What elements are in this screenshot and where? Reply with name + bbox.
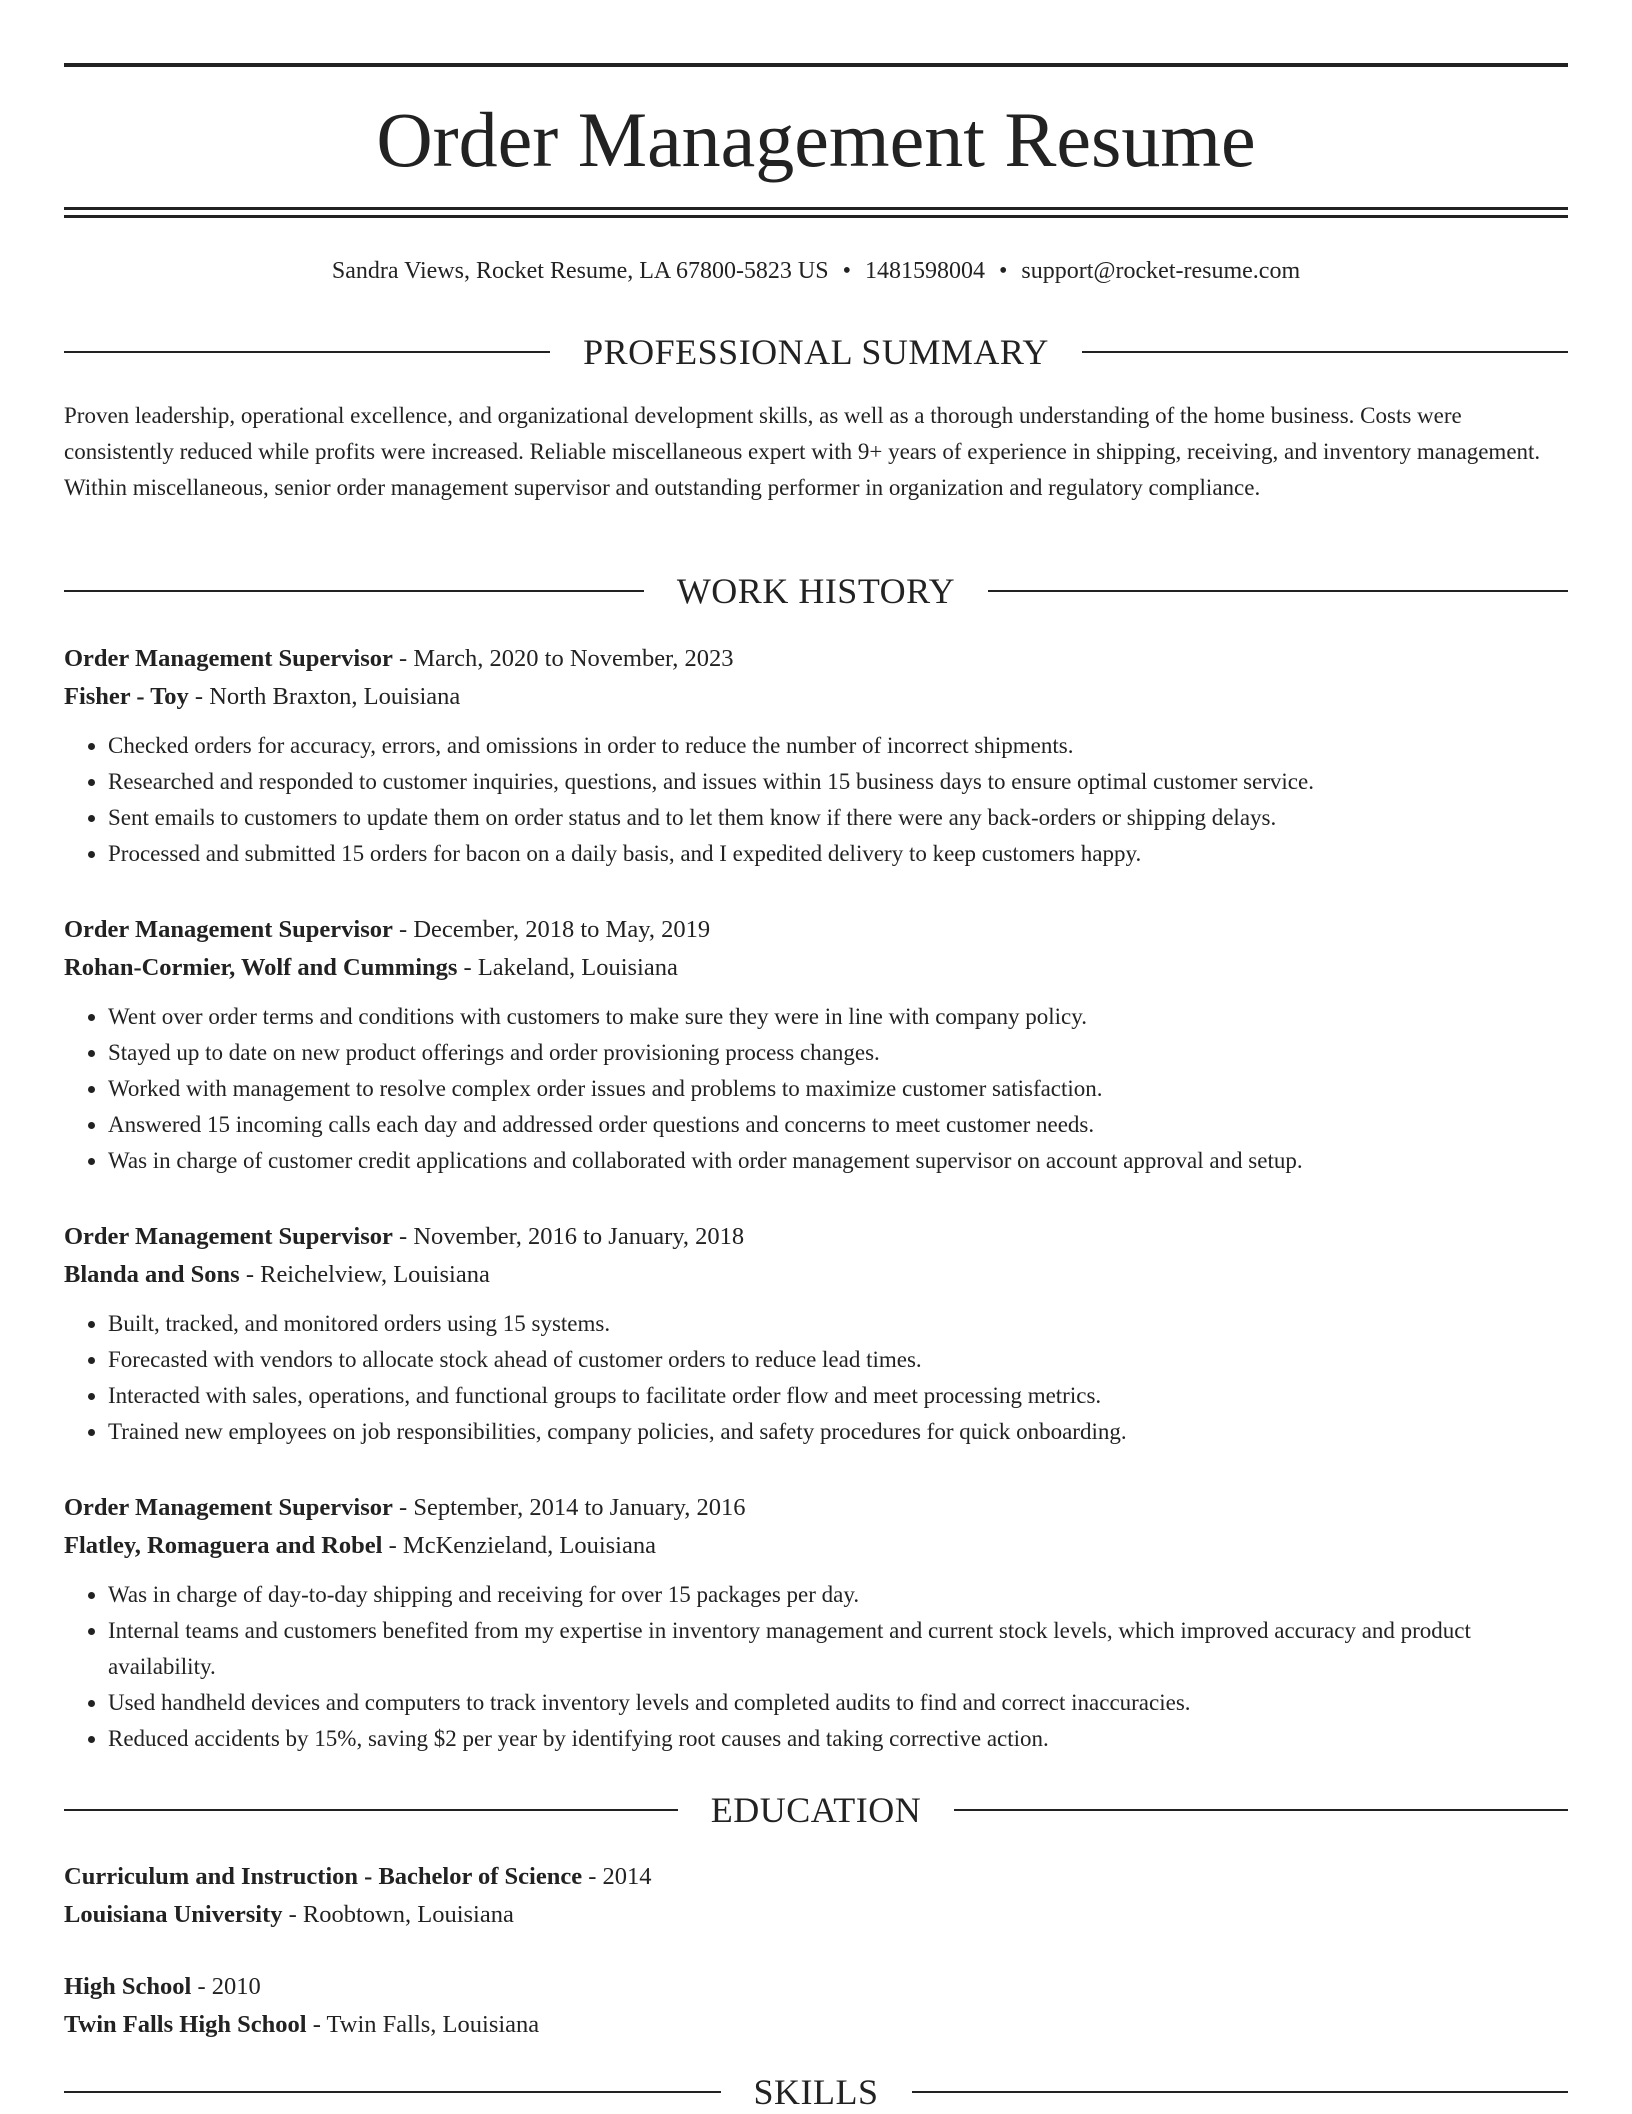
job-company: Flatley, Romaguera and Robel — [64, 1532, 383, 1559]
education-school: Twin Falls High School — [64, 2011, 307, 2038]
job-bullets — [64, 1306, 1568, 1450]
heading-rule — [64, 590, 644, 592]
job-entry — [64, 1218, 1568, 1450]
contact-phone: 1481598004 — [865, 258, 986, 284]
section-heading-summary — [64, 330, 1568, 374]
education-degree-line — [64, 1968, 1568, 2006]
heading-rule — [1082, 351, 1568, 353]
job-bullet: • Answered 15 incoming calls each day and addressed order questions and concerns to meet customer needs. — [108, 1107, 1568, 1143]
education-degree-line — [64, 1858, 1568, 1896]
job-bullet: • Processed and submitted 15 orders for bacon on a daily basis, and I expedited delivery to keep customers happy. — [108, 836, 1568, 872]
job-title-line — [64, 1218, 1568, 1256]
job-bullets — [64, 728, 1568, 872]
education-degree: Curriculum and Instruction - Bachelor of Science — [64, 1863, 583, 1890]
education-year: - 2014 — [582, 1863, 652, 1890]
job-entry — [64, 640, 1568, 872]
section-heading-skills — [64, 2070, 1568, 2114]
section-heading-work — [64, 569, 1568, 613]
job-company: Blanda and Sons — [64, 1261, 240, 1288]
heading-rule — [64, 351, 550, 353]
contact-separator: • — [842, 258, 852, 284]
job-bullet: • Researched and responded to customer inquiries, questions, and issues within 15 business days to ensure optimal customer service. — [108, 764, 1568, 800]
job-location: - North Braxton, Louisiana — [188, 683, 461, 710]
heading-rule — [912, 2091, 1569, 2093]
job-bullet: • Forecasted with vendors to allocate stock ahead of customer orders to reduce lead times. — [108, 1342, 1568, 1378]
heading-rule — [64, 1809, 678, 1811]
job-bullet: • Internal teams and customers benefited from my expertise in inventory management and current stock levels, which improved accuracy and product availability. — [108, 1613, 1568, 1685]
section-heading-education — [64, 1788, 1568, 1832]
job-bullet: • Was in charge of customer credit applications and collaborated with order management supervisor on account approval and setup. — [108, 1143, 1568, 1179]
job-company: Fisher - Toy — [64, 683, 189, 710]
job-dates: - March, 2020 to November, 2023 — [392, 645, 734, 672]
job-title: Order Management Supervisor — [64, 645, 393, 672]
job-bullet: • Stayed up to date on new product offerings and order provisioning process changes. — [108, 1035, 1568, 1071]
section-title: WORK HISTORY — [676, 571, 956, 611]
job-company-line — [64, 678, 1568, 716]
job-bullet: • Worked with management to resolve complex order issues and problems to maximize customer satisfaction. — [108, 1071, 1568, 1107]
job-entry — [64, 911, 1568, 1179]
job-bullets — [64, 999, 1568, 1179]
job-title: Order Management Supervisor — [64, 1223, 393, 1250]
job-dates: - December, 2018 to May, 2019 — [392, 916, 711, 943]
job-location: - McKenzieland, Louisiana — [382, 1532, 656, 1559]
job-company-line — [64, 949, 1568, 987]
education-school-line — [64, 2006, 1568, 2044]
resume-title: Order Management Resume — [376, 96, 1256, 183]
job-bullet: • Sent emails to customers to update them on order status and to let them know if there were any back-orders or shipping delays. — [108, 800, 1568, 836]
job-bullet: • Built, tracked, and monitored orders using 15 systems. — [108, 1306, 1568, 1342]
section-title: SKILLS — [753, 2072, 879, 2112]
job-title: Order Management Supervisor — [64, 1494, 393, 1521]
job-dates: - November, 2016 to January, 2018 — [392, 1223, 745, 1250]
job-title: Order Management Supervisor — [64, 916, 393, 943]
education-location: - Roobtown, Louisiana — [282, 1901, 514, 1928]
contact-email: support@rocket-resume.com — [1021, 258, 1301, 284]
job-location: - Reichelview, Louisiana — [239, 1261, 490, 1288]
heading-rule — [954, 1809, 1568, 1811]
job-title-line — [64, 911, 1568, 949]
job-bullet: • Went over order terms and conditions with customers to make sure they were in line with company policy. — [108, 999, 1568, 1035]
heading-rule — [988, 590, 1568, 592]
job-title-line — [64, 1489, 1568, 1527]
job-bullet: • Trained new employees on job responsibilities, company policies, and safety procedures for quick onboarding. — [108, 1414, 1568, 1450]
contact-line — [64, 254, 1568, 288]
job-bullet: • Was in charge of day-to-day shipping and receiving for over 15 packages per day. — [108, 1577, 1568, 1613]
heading-rule — [64, 2091, 721, 2093]
job-title-line — [64, 640, 1568, 678]
job-bullet: • Checked orders for accuracy, errors, and omissions in order to reduce the number of incorrect shipments. — [108, 728, 1568, 764]
top-rule — [64, 63, 1568, 67]
job-location: - Lakeland, Louisiana — [457, 954, 678, 981]
job-company-line — [64, 1527, 1568, 1565]
job-bullet: • Interacted with sales, operations, and functional groups to facilitate order flow and meet processing metrics. — [108, 1378, 1568, 1414]
job-company: Rohan-Cormier, Wolf and Cummings — [64, 954, 458, 981]
education-year: - 2010 — [191, 1973, 261, 2000]
education-school-line — [64, 1896, 1568, 1934]
job-bullet: • Reduced accidents by 15%, saving $2 per year by identifying root causes and taking corrective action. — [108, 1721, 1568, 1757]
job-company-line — [64, 1256, 1568, 1294]
contact-address: Sandra Views, Rocket Resume, LA 67800-5823 US — [331, 258, 829, 284]
education-degree: High School — [64, 1973, 192, 2000]
contact-separator: • — [999, 258, 1008, 284]
job-dates: - September, 2014 to January, 2016 — [392, 1494, 746, 1521]
education-entry — [64, 1858, 1568, 1934]
education-entry — [64, 1968, 1568, 2044]
job-entry — [64, 1489, 1568, 1757]
summary-text: Proven leadership, operational excellence, and organizational development skills, as well as a thorough understanding of the home business. Costs were consistently reduced while profits were increased. Reliable miscellaneous expert with 9+ years of experience in shipping, receiving, and inventory management. Within miscellaneous, senior order management supervisor and outstanding performer in organization and regulatory compliance. — [64, 403, 1541, 500]
education-school: Louisiana University — [64, 1901, 283, 1928]
education-location: - Twin Falls, Louisiana — [306, 2011, 540, 2038]
title-double-rule — [64, 207, 1568, 218]
section-title: EDUCATION — [710, 1790, 922, 1830]
job-bullets — [64, 1577, 1568, 1757]
job-bullet: • Used handheld devices and computers to track inventory levels and completed audits to find and correct inaccuracies. — [108, 1685, 1568, 1721]
section-title: PROFESSIONAL SUMMARY — [583, 332, 1049, 372]
